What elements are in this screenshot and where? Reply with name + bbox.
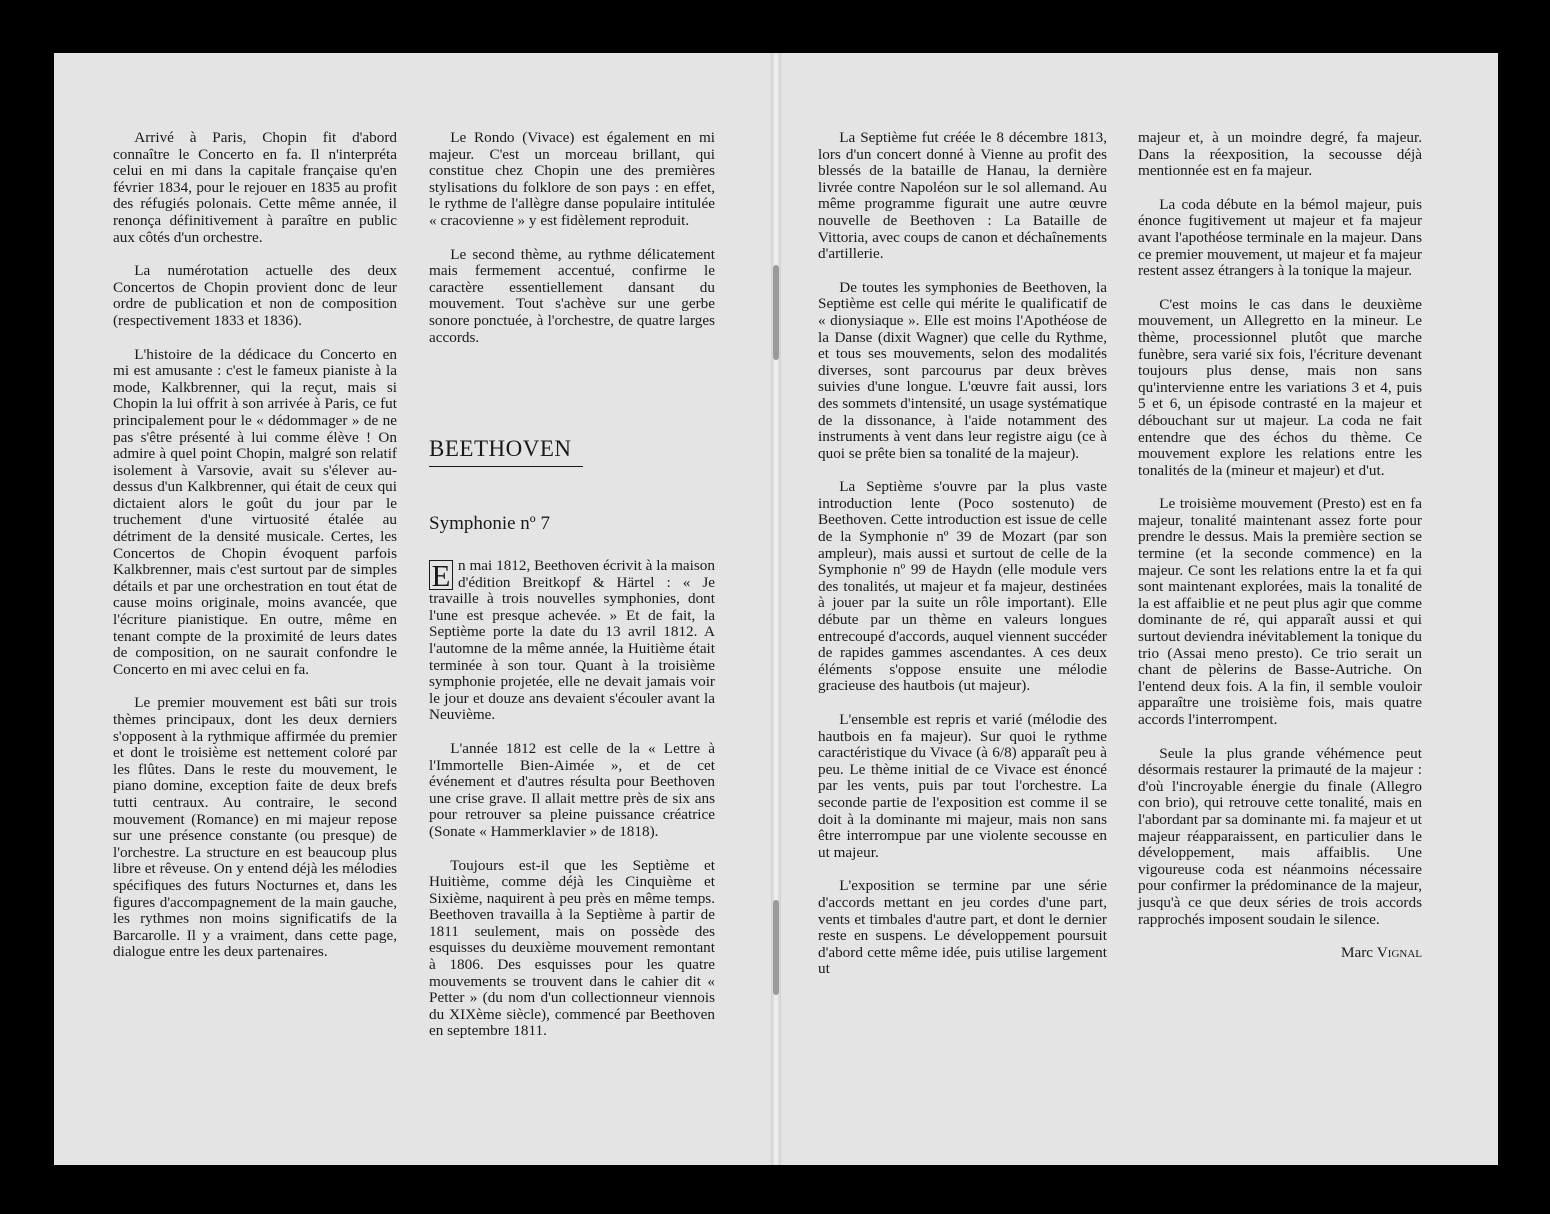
left-column-2-bottom xyxy=(429,558,715,1057)
section-heading: BEETHOVEN xyxy=(429,436,583,467)
paragraph: L'année 1812 est celle de la « Lettre à l'Immortelle Bien-Aimée », et de cet événement et d'autres résulta pour Beethoven une crise grave. Il allait mettre près de six ans pour retrouver sa pleine puissance créatrice (Sonate « Hammerklavier » de 1818). xyxy=(429,739,715,840)
right-column-2 xyxy=(1138,130,1422,979)
paragraph: C'est moins le cas dans le deuxième mouvement, un Allegretto en la mineur. Le thème, processionnel plutôt que marche funèbre, sera varié six fois, l'écriture devenant toujours plus dense, mais non sans qu'intervienne entre les variations 3 et 4, puis 5 et 6, un épisode contrasté en la majeur et débouchant sur ut majeur. La coda ne fait entendre que des échos du thème. Ce mouvement explore les relations entre les tonalités de la (mineur et majeur) et d'ut. xyxy=(1138,295,1422,479)
paragraph: Le troisième mouvement (Presto) est en fa majeur, tonalité maintenant assez forte pour prendre le dessus. Mais la première section se termine (et la seconde commence) en la majeur. Ce sont les relations entre la et fa qui sont maintenant explorées, mais la tonalité de la est affaiblie et ne peut plus agir que comme dominante de ré, qui apparaît aussi et qui surtout deviendra inévitablement la tonique du trio (Assai meno presto). Ce trio serait un chant de pèlerins de Basse-Autriche. On l'entend deux fois. A la fin, il semble vouloir apparaître une troisième fois, mais quatre accords l'interrompent. xyxy=(1138,495,1422,728)
book-spine xyxy=(771,53,781,1165)
paragraph: La numérotation actuelle des deux Concertos de Chopin provient donc de leur ordre de publication et non de composition (respectivement 1833 et 1836). xyxy=(113,262,397,329)
paragraph: Toujours est-il que les Septième et Huitième, comme déjà les Cinquième et Sixième, naquirent à peu près en même temps. Beethoven travailla à la Septième à partir de 1811 seulement, mais on possède des esquisses du deuxième mouvement remontant à 1806. Des esquisses pour les quatre mouvements se trouvent dans le cahier dit « Petter » (du nom d'un collectionneur viennois du XIXème siècle), commencé par Beethoven en septembre 1811. xyxy=(429,856,715,1040)
paragraph: La Septième s'ouvre par la plus vaste introduction lente (Poco sostenuto) de Beethoven. Cette introduction est issue de celle de la Symphonie nº 39 de Mozart (par son ampleur), mais aussi et surtout de celle de la Symphonie nº 99 de Haydn (elle module vers des tonalités, ut majeur et fa majeur, destinées à jouer par la suite un rôle important). Elle débute par un thème en valeurs longues entrecoupé d'accords, auquel viennent succéder de rapides gammes ascendantes. A ces deux éléments s'oppose ensuite une mélodie gracieuse des hautbois (ut majeur). xyxy=(818,478,1107,695)
paragraph: L'ensemble est repris et varié (mélodie des hautbois en fa majeur). Sur quoi le rythme caractéristique du Vivace (à 6/8) apparaît peu à peu. Le thème initial de ce Vivace est énoncé par les vents, puis par tout l'orchestre. La seconde partie de l'exposition est comme il se doit à la dominante mi majeur, mais non sans être interrompue par une violente secousse en ut majeur. xyxy=(818,711,1107,861)
staple-bottom xyxy=(773,900,779,995)
drop-cap: E xyxy=(429,560,453,590)
first-paragraph-text: n mai 1812, Beethoven écrivit à la maison d'édition Breitkopf & Härtel : « Je travaille à trois nouvelles symphonies, dont l'une est presque achevée. » Et de fait, la Septième porte la date du 13 avril 1812. A l'automne de la même année, la Huitième était terminée à son tour. Quant à la troisième symphonie projetée, elle ne devait jamais voir le jour et douze ans devaient s'écouler avant la Neuvième. xyxy=(429,557,715,724)
paragraph: Le premier mouvement est bâti sur trois thèmes principaux, dont les deux derniers s'opposent à la rythmique affirmée du premier et dont le troisième est nettement coloré par les flûtes. Dans le reste du mouvement, le piano domine, exception faite de deux brefs tutti centraux. Au contraire, le second mouvement (Romance) en mi majeur repose sur une présence constante (ou presque) de l'orchestre. La structure en est beaucoup plus libre et rêveuse. On y entend déjà les mélodies spécifiques des futurs Nocturnes et, dans les figures d'accompagnement de la main gauche, les rythmes non moins significatifs de la Barcarolle. Il y a vraiment, dans cette page, dialogue entre les deux partenaires. xyxy=(113,694,397,961)
paragraph: Le Rondo (Vivace) est également en mi majeur. C'est un morceau brillant, qui constitue chez Chopin une des premières stylisations du folklore de son pays : en effet, le rythme de l'allègre danse populaire intitulée « cracovienne » y est fidèlement reproduit. xyxy=(429,129,715,229)
paragraph: Le second thème, au rythme délicatement mais fermement accentué, confirme le caractère essentiellement dansant du mouvement. Tout s'achève sur une gerbe sonore ponctuée, à l'orchestre, de quatre larges accords. xyxy=(429,245,715,346)
paragraph: L'exposition se termine par une série d'accords mettant en jeu cordes d'une part, vents et timbales d'autre part, et dont le dernier reste en suspens. Le développement poursuit d'abord cette même idée, puis utilise largement ut xyxy=(818,877,1107,978)
author-signature xyxy=(1138,945,1422,962)
paragraph: La Septième fut créée le 8 décembre 1813, lors d'un concert donné à Vienne au profit des blessés de la bataille de Hanau, la dernière livrée contre Napoléon sur le sol allemand. Au même programme figurait une autre œuvre nouvelle de Beethoven : La Bataille de Vittoria, avec coups de canon et déchaînements d'artillerie. xyxy=(818,129,1107,263)
paragraph: La coda débute en la bémol majeur, puis énonce fugitivement ut majeur et fa majeur avant l'apothéose terminale en la majeur. Dans ce premier mouvement, ut majeur et fa majeur restent assez étrangers à la tonique la majeur. xyxy=(1138,195,1422,280)
staple-top xyxy=(773,265,779,360)
paragraph: Seule la plus grande véhémence peut désormais restaurer la primauté de la majeur : d'où l'incroyable énergie du finale (Allegro con brio), qui retrouve cette tonalité, mais en l'abordant par sa dominante mi. fa majeur et ut majeur réapparaissent, en particulier dans le développement, mais affaiblis. Une vigoureuse coda est néanmoins nécessaire pour confirmer la prédominance de la majeur, jusqu'à ce que deux séries de trois accords rapprochés imposent soudain le silence. xyxy=(1138,744,1422,928)
first-paragraph xyxy=(429,558,715,724)
paragraph: De toutes les symphonies de Beethoven, la Septième est celle qui mérite le qualificatif de « dionysiaque ». Elle est moins l'Apothéose de la Danse (dixit Wagner) que celle du Rythme, et tous ses mouvements, selon des modalités diverses, sont parcourus par deux brèves suivies d'une longue. L'œuvre fait aussi, lors des sommets d'intensité, un usage systématique de la dissonance, à l'aide notamment des instruments à vent dans leur registre aigu (ce à quoi se prête bien sa tonalité de la majeur). xyxy=(818,278,1107,462)
author-first-name: Marc xyxy=(1340,944,1374,962)
left-column-1 xyxy=(113,130,397,978)
right-column-1 xyxy=(818,130,1107,995)
section-subheading: Symphonie nº 7 xyxy=(429,513,550,534)
left-column-2-top xyxy=(429,130,715,363)
author-last-name: Vignal xyxy=(1376,944,1422,962)
paragraph: Arrivé à Paris, Chopin fit d'abord connaître le Concerto en fa. Il n'interpréta celui en mi dans la capitale française qu'en février 1834, pour le rejouer en 1835 au profit des réfugiés polonais. Cette même année, il renonça définitivement à paraître en public aux côtés d'un orchestre. xyxy=(113,129,397,246)
paragraph: L'histoire de la dédicace du Concerto en mi est amusante : c'est le fameux pianiste à la mode, Kalkbrenner, qui la reçut, mais si Chopin la lui offrit à son arrivée à Paris, ce fut principalement pour le « dédommager » de ne pas s'être présenté à lui comme élève ! On admire à quel point Chopin, malgré son relatif isolement à Varsovie, avait su s'élever au-dessus d'un Kalkbrenner, qui était de ceux qui dictaient alors le goût du jour par le truchement d'une virtuosité étalée au détriment de la densité musicale. Certes, les Concertos de Chopin évoquent parfois Kalkbrenner, mais c'est surtout par de simples détails et par une orchestration en tout état de cause moins originale, moins avancée, que l'écriture pianistique. En outre, même en tenant compte de la proximité de leurs dates de composition, on ne saurait confondre le Concerto en mi avec celui en fa. xyxy=(113,345,397,678)
paragraph: majeur et, à un moindre degré, fa majeur. Dans la réexposition, la secousse déjà mentionnée est en fa majeur. xyxy=(1138,129,1422,180)
